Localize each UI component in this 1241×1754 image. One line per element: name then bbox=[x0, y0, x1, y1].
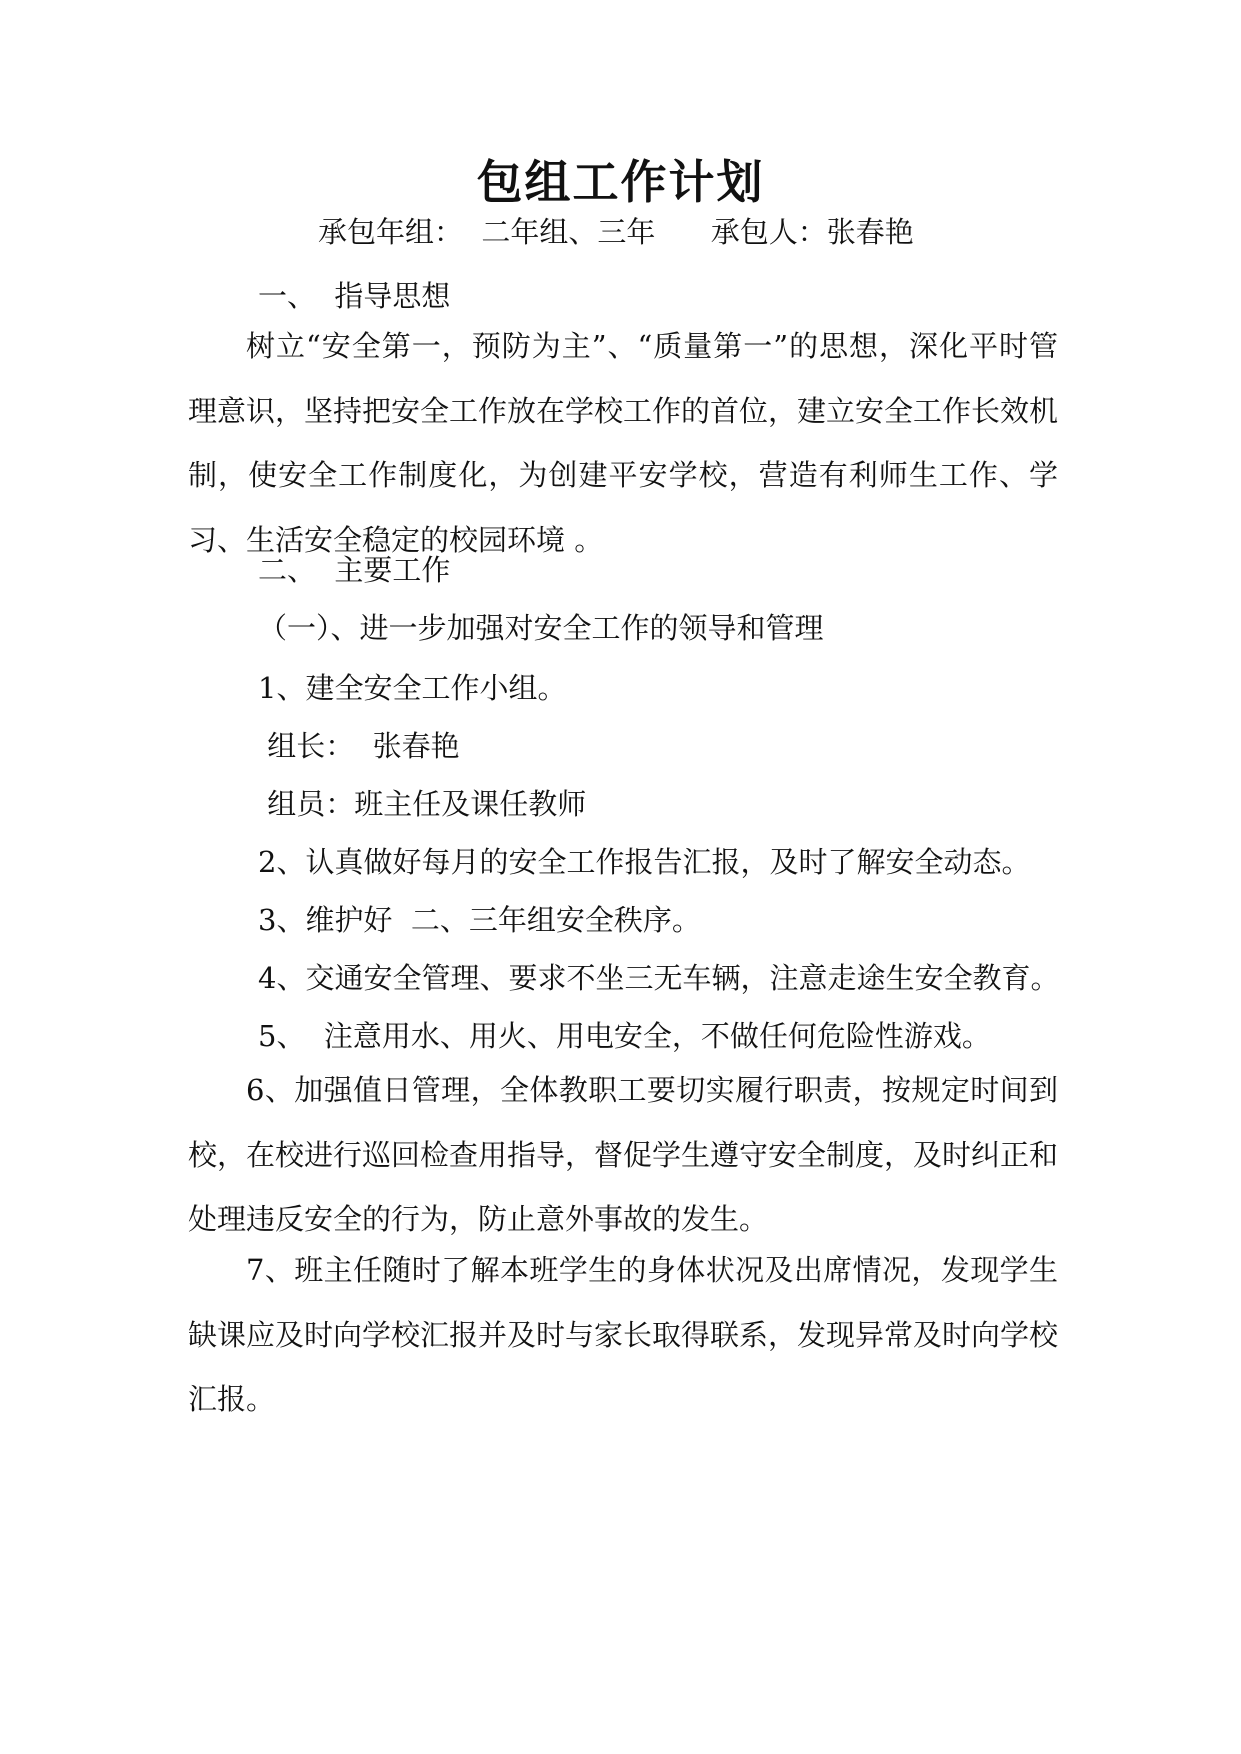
group-leader: 组长： 张春艳 bbox=[258, 729, 460, 763]
section-heading-guiding: 一、 指导思想 bbox=[258, 279, 451, 313]
subsection-heading: （一）、进一步加强对安全工作的领导和管理 bbox=[258, 611, 824, 645]
list-item-6: 6、加强值日管理，全体教职工要切实履行职责，按规定时间到校，在校进行巡回检查用指导，督促学生遵守安全制度，及时纠正和处理违反安全的行为，防止意外事故的发生。 bbox=[188, 1073, 1059, 1236]
group-members: 组员：班主任及课任教师 bbox=[258, 787, 587, 821]
list-item-1: 1、建全安全工作小组。 bbox=[258, 671, 567, 705]
guiding-paragraph: 树立“安全第一，预防为主”、“质量第一”的思想，深化平时管理意识，坚持把安全工作放在学校工作的首位，建立安全工作长效机制，使安全工作制度化，为创建平安学校，营造有利师生工作、学习、生活安全稳定的校园环境 。 bbox=[188, 329, 1059, 557]
document-subtitle: 承包年组： 二年组、三年 承包人：张春艳 bbox=[318, 215, 914, 249]
list-item-5: 5、 注意用水、用火、用电安全，不做任何危险性游戏。 bbox=[258, 1019, 991, 1053]
section-heading-main: 二、 主要工作 bbox=[258, 553, 451, 587]
list-item-4: 4、交通安全管理、要求不坐三无车辆，注意走途生安全教育。 bbox=[258, 961, 1060, 995]
document-title: 包组工作计划 bbox=[476, 155, 765, 209]
list-item-2: 2、认真做好每月的安全工作报告汇报，及时了解安全动态。 bbox=[258, 845, 1031, 879]
list-item-7: 7、班主任随时了解本班学生的身体状况及出席情况，发现学生缺课应及时向学校汇报并及时与家长取得联系，发现异常及时向学校汇报。 bbox=[188, 1253, 1059, 1416]
list-item-3: 3、维护好 二、三年组安全秩序。 bbox=[258, 903, 701, 937]
